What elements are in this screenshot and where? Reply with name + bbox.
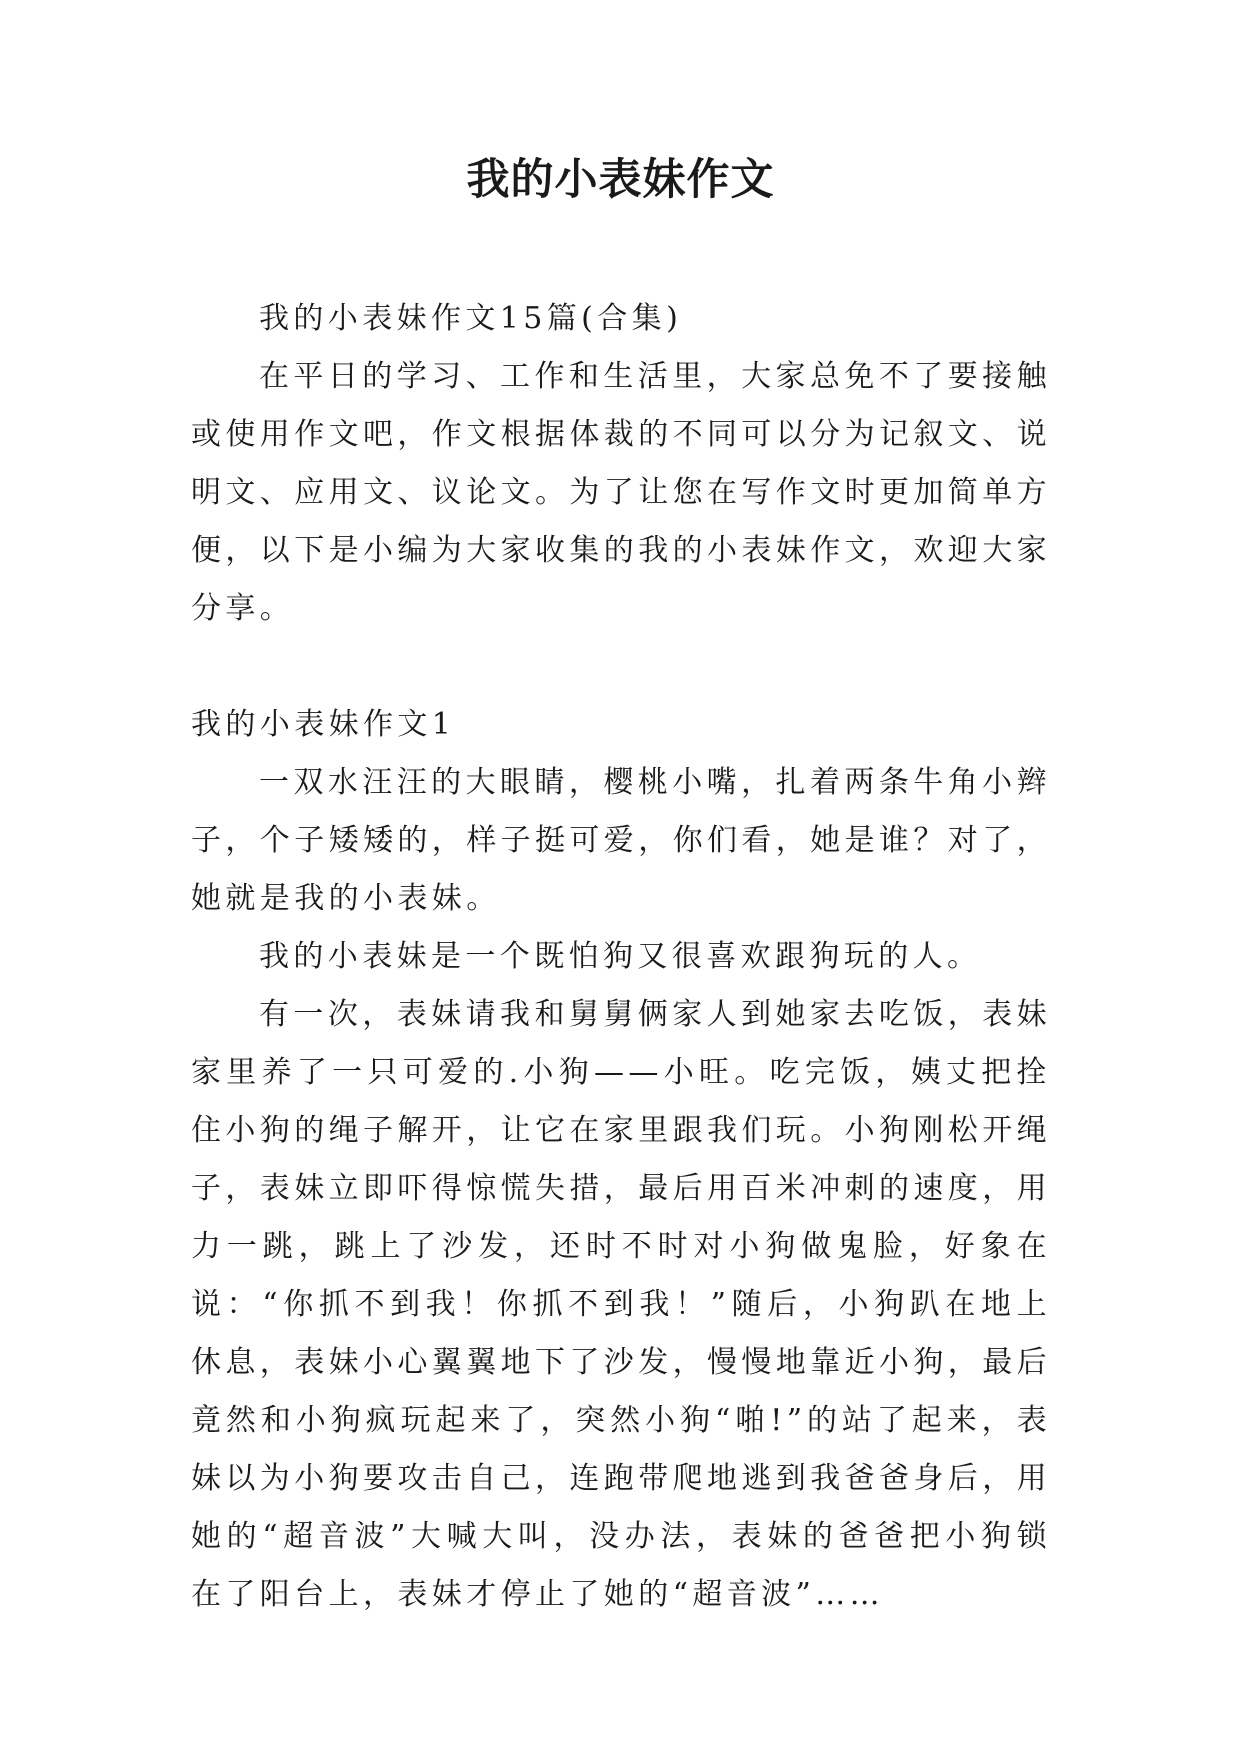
- document-body: [191, 290, 1051, 1624]
- intro-paragraph: 在平日的学习、工作和生活里，大家总免不了要接触或使用作文吧，作文根据体裁的不同可以分为记叙文、说明文、应用文、议论文。为了让您在写作文时更加简单方便，以下是小编为大家收集的我的小表妹作文，欢迎大家分享。: [191, 359, 1051, 626]
- document-title: 我的小表妹作文: [466, 155, 775, 205]
- essay-1-heading: 我的小表妹作文1: [191, 707, 456, 742]
- intro-subtitle: 我的小表妹作文15篇(合集): [259, 301, 683, 336]
- essay-1-paragraph: 一双水汪汪的大眼睛，樱桃小嘴，扎着两条牛角小辫子，个子矮矮的，样子挺可爱，你们看，她是谁？对了，她就是我的小表妹。: [191, 765, 1051, 916]
- essay-1-paragraph: 我的小表妹是一个既怕狗又很喜欢跟狗玩的人。: [259, 939, 982, 974]
- essay-1-paragraph: 有一次，表妹请我和舅舅俩家人到她家去吃饭，表妹家里养了一只可爱的.小狗——小旺。吃完饭，姨丈把拴住小狗的绳子解开，让它在家里跟我们玩。小狗刚松开绳子，表妹立即吓得惊慌失措，最后用百米冲刺的速度，用力一跳，跳上了沙发，还时不时对小狗做鬼脸，好象在说：“你抓不到我！你抓不到我！”随后，小狗趴在地上休息，表妹小心翼翼地下了沙发，慢慢地靠近小狗，最后竟然和小狗疯玩起来了，突然小狗“啪!”的站了起来，表妹以为小狗要攻击自己，连跑带爬地逃到我爸爸身后，用她的“超音波”大喊大叫，没办法，表妹的爸爸把小狗锁在了阳台上，表妹才停止了她的“超音波”……: [191, 997, 1051, 1612]
